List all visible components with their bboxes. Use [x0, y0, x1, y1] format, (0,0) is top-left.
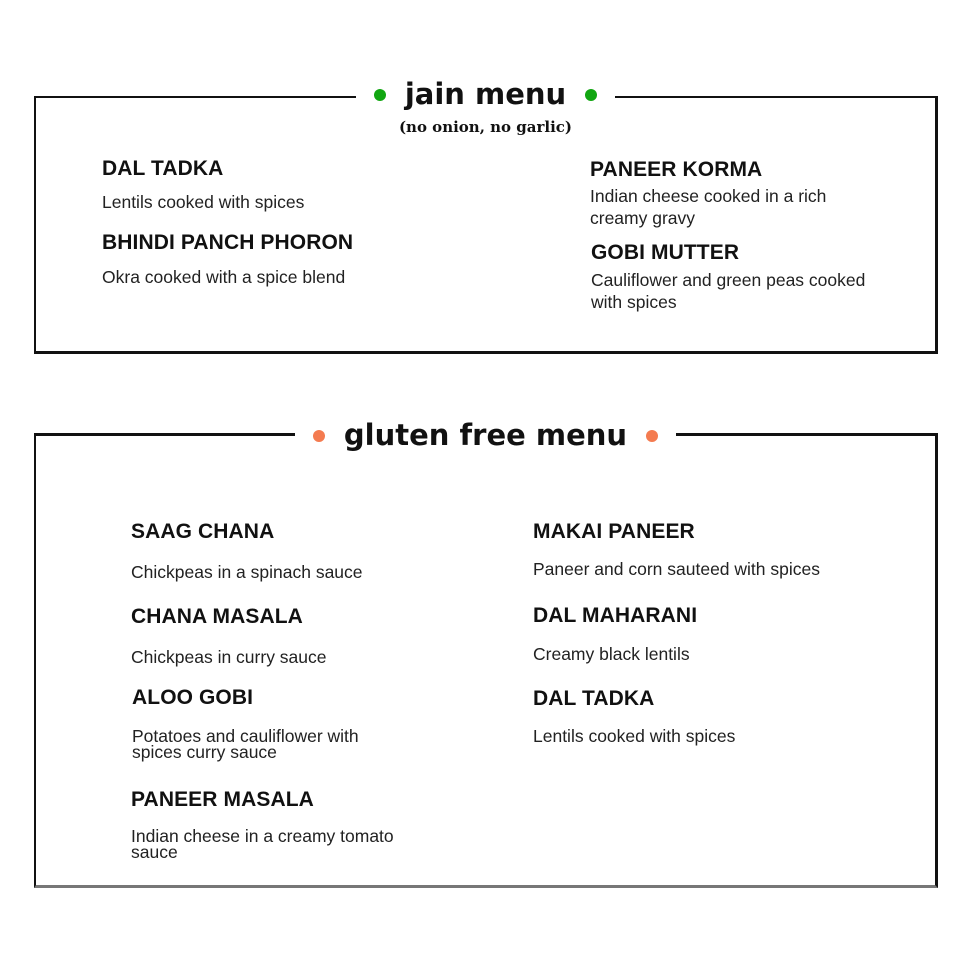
green-dot-icon [374, 89, 386, 101]
menu-item-description: Creamy black lentils [533, 644, 690, 664]
gluten-free-menu-title: gluten free menu [343, 418, 628, 452]
menu-item [131, 788, 421, 860]
menu-item-name: MAKAI PANEER [533, 520, 695, 543]
menu-item-description: Okra cooked with a spice blend [102, 267, 346, 287]
menu-item-name: DAL TADKA [533, 687, 655, 710]
menu-item-description: Paneer and corn sauteed with spices [533, 559, 820, 579]
menu-item-description: Potatoes and cauliflower with spices curry sauce [132, 726, 359, 762]
orange-dot-icon [313, 430, 325, 442]
menu-item [102, 231, 432, 288]
menu-item [533, 604, 873, 662]
menu-item-description: Chickpeas in curry sauce [131, 647, 327, 667]
menu-item-description: Indian cheese cooked in a rich creamy gravy [590, 186, 827, 228]
menu-item-name: DAL TADKA [102, 157, 224, 180]
menu-item [131, 520, 421, 580]
jain-menu-title: jain menu [404, 77, 567, 111]
menu-item-description: Chickpeas in a spinach sauce [131, 562, 363, 582]
gluten-free-menu-header [0, 418, 971, 452]
menu-item-name: ALOO GOBI [132, 686, 254, 709]
menu-item-name: SAAG CHANA [131, 520, 275, 543]
menu-item [102, 157, 432, 213]
orange-dot-icon [646, 430, 658, 442]
menu-item [533, 520, 873, 577]
menu-item-name: BHINDI PANCH PHORON [102, 231, 354, 254]
jain-menu-header [0, 77, 971, 111]
menu-item-description: Lentils cooked with spices [102, 192, 305, 212]
menu-item [591, 241, 891, 313]
menu-item-name: PANEER KORMA [590, 158, 763, 181]
menu-item-description: Cauliflower and green peas cooked with spices [591, 270, 866, 312]
menu-item-name: GOBI MUTTER [591, 241, 740, 264]
green-dot-icon [585, 89, 597, 101]
menu-item [132, 686, 407, 760]
menu-item [533, 687, 873, 744]
menu-item [131, 605, 421, 665]
menu-item-name: DAL MAHARANI [533, 604, 698, 627]
jain-menu-subtitle: (no onion, no garlic) [398, 118, 573, 136]
menu-item-description: Lentils cooked with spices [533, 726, 736, 746]
menu-item-name: PANEER MASALA [131, 788, 314, 811]
menu-item-name: CHANA MASALA [131, 605, 303, 628]
menu-item [590, 158, 860, 229]
menu-item-description: Indian cheese in a creamy tomato sauce [131, 826, 394, 862]
